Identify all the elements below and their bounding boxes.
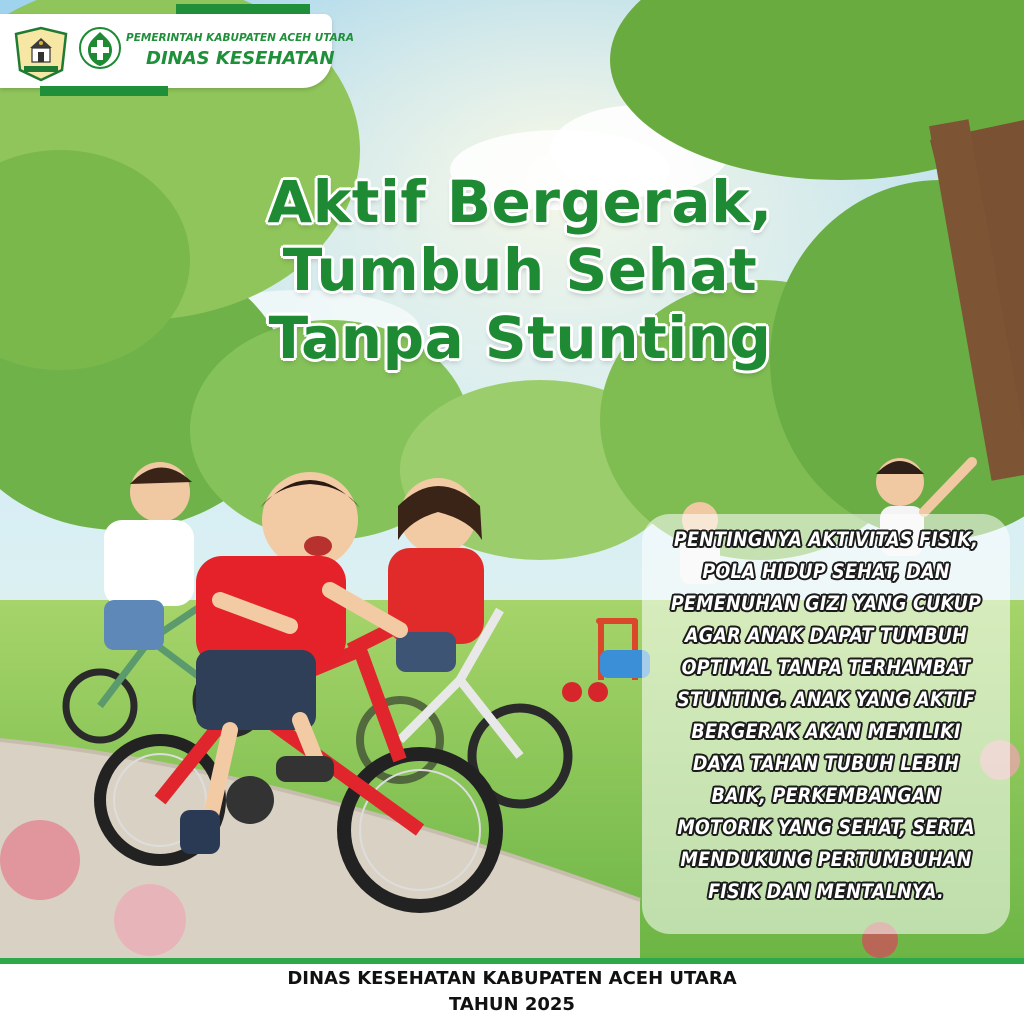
footer-accent-bar [0,958,1024,964]
footer-organization: DINAS KESEHATAN KABUPATEN ACEH UTARA [287,968,737,989]
info-line: DAYA TAHAN TUBUH LEBIH [692,752,960,775]
info-line: MENDUKUNG PERTUMBUHAN [680,848,972,871]
headline-line-2: Tumbuh Sehat [282,236,758,304]
info-line: STUNTING. ANAK YANG AKTIF [677,688,975,711]
header-accent-bottom [40,86,168,96]
headline-line-1: Aktif Bergerak, [267,168,773,236]
info-line: PENTINGNYA AKTIVITAS FISIK, [673,528,979,551]
aceh-utara-crest-icon [12,26,70,82]
bakti-husada-emblem-icon [78,24,122,80]
info-line: POLA HIDUP SEHAT, DAN [702,560,950,583]
header-badge [0,0,354,96]
info-line: FISIK DAN MENTALNYA. [708,880,944,903]
info-line: BAIK, PERKEMBANGAN [711,784,941,807]
info-line: PEMENUHAN GIZI YANG CUKUP [670,592,982,615]
headline [180,168,860,372]
info-line: MOTORIK YANG SEHAT, SERTA [677,816,975,839]
headline-line-3: Tanpa Stunting [268,304,772,372]
org-name-line: PEMERINTAH KABUPATEN ACEH UTARA [126,32,354,44]
info-line: AGAR ANAK DAPAT TUMBUH [684,624,968,647]
footer-year: TAHUN 2025 [449,994,575,1015]
info-text [652,524,1000,908]
info-line: OPTIMAL TANPA TERHAMBAT [681,656,971,679]
department-name: DINAS KESEHATAN [146,48,335,69]
info-line: BERGERAK AKAN MEMILIKI [691,720,961,743]
